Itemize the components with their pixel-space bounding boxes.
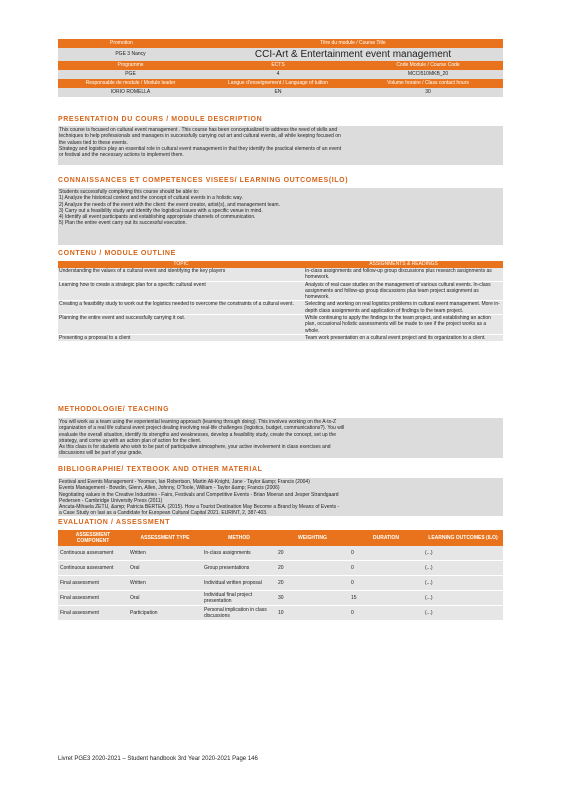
- type-header: ASSESSMENT TYPE: [128, 530, 202, 546]
- contact-hours-value: 30: [353, 88, 503, 97]
- table-row: [58, 301, 503, 315]
- presentation-heading: PRESENTATION DU COURS / MODULE DESCRIPTION: [58, 116, 263, 123]
- component-cell: Final assessment: [58, 576, 128, 591]
- language-label: Langue d'enseignement / Language of tuition: [203, 79, 353, 88]
- presentation-line: Strategy and logistics play an essential role in cultural event management in that they identify the practical elements of an event: [59, 145, 342, 152]
- weighting-cell: 30: [276, 591, 349, 606]
- duration-cell: 0: [349, 561, 423, 576]
- bibliography-heading: BIBLIOGRAPHIE/ TEXTBOOK AND OTHER MATERIAL: [58, 466, 263, 473]
- topic-header: TOPIC: [58, 261, 304, 268]
- module-outline-table: [58, 261, 503, 342]
- language-value: EN: [203, 88, 353, 97]
- teaching-box: [58, 418, 503, 458]
- bibliography-box: [58, 478, 503, 516]
- programme-value: PGE: [58, 70, 203, 79]
- programme-label: Programme: [58, 61, 203, 70]
- topic-cell: Planning the entire event and successfully carrying it out.: [58, 315, 304, 335]
- weighting-cell: 10: [276, 606, 349, 621]
- ects-label: ECTS: [203, 61, 353, 70]
- method-cell: Individual written proposal: [202, 576, 276, 591]
- assessment-heading: EVALUATION / ASSESSMENT: [58, 519, 171, 526]
- assignments-header: ASSIGNMENTS & READINGS: [304, 261, 503, 268]
- bibliography-line: Ancuta-Mihaela ZETU, &amp; Patricia BERTEA. (2015). How a Tourist Destination May Become a Brand by Means of Events -: [59, 504, 340, 511]
- bibliography-line: Festival and Events Management - Yeoman, Ian Robertson, Martin Ali-Knight, Jane - Taylor &amp; Francis (2004): [59, 479, 310, 485]
- component-cell: Final assessment: [58, 591, 128, 606]
- method-header: METHOD: [202, 530, 276, 546]
- course-title-label: Titre du module / Course Title: [203, 39, 503, 48]
- assignments-cell: Selecting and working on real logistics problems in cultural event management. More in-depth class assignments and application of findings to the team project.: [304, 301, 503, 315]
- ilo-header: LEARNING OUTCOMES (ILO): [423, 530, 503, 546]
- method-cell: Individual final project presentation: [202, 591, 276, 606]
- course-header-table: [58, 39, 503, 97]
- topic-cell: Presenting a proposal to a client: [58, 334, 304, 341]
- learning-outcome-line: 3) Carry out a feasibility study and identify the logistical issues with a specific venue in mind.: [59, 207, 263, 214]
- teaching-line: As this class is for students who wish to be part of participative atmosphere, your active involvement in class exercises and: [59, 444, 331, 451]
- ilo-cell: (...): [423, 561, 503, 576]
- table-row: [58, 268, 503, 281]
- component-header: ASSESSMENT COMPONENT: [58, 530, 128, 546]
- bibliography-line: Events Management - Bowdin, Glenn, Allen, Johnny, O'Toole, William - Taylor &amp; Francis (2006): [59, 485, 280, 492]
- learning-outcome-line: 4) Identify all event participants and establishing appropriate channels of communication.: [59, 214, 256, 221]
- presentation-line: techniques to help professionals and managers in successfully carrying out art and cultural events, all while keeping focused on: [59, 133, 341, 140]
- presentation-line: This course is focused on cultural event management . This course has been conceptualized to address the need of skills and: [59, 127, 338, 133]
- learning-outcome-line: Students successfully completing this course should be able to:: [59, 189, 200, 195]
- type-cell: Written: [128, 546, 202, 561]
- presentation-box: [58, 126, 503, 165]
- table-row: [58, 576, 503, 591]
- type-cell: Oral: [128, 561, 202, 576]
- component-cell: Final assessment: [58, 606, 128, 621]
- duration-cell: 0: [349, 546, 423, 561]
- learning-outcome-line: 1) Analyze the historical context and the concept of cultural events in a holistic way.: [59, 195, 243, 202]
- learning-outcome-line: 2) Analyze the needs of the event with the client: the event creator, artist(s), and management team.: [59, 201, 280, 208]
- assignments-cell: While continuing to apply the findings to the team project, and establishing an action plan, occasional holistic assessments will be made to see if the project works as a whole.: [304, 315, 503, 335]
- table-row: [58, 561, 503, 576]
- duration-cell: 15: [349, 591, 423, 606]
- type-cell: Written: [128, 576, 202, 591]
- teaching-line: You will work as a team using the experiential learning approach (learning through doing). This involves working on the A-to-Z: [59, 419, 337, 425]
- type-cell: Participation: [128, 606, 202, 621]
- table-row: [58, 315, 503, 335]
- assignments-cell: In-class assignments and follow-up group discussions plus research assignments as homework.: [304, 268, 503, 281]
- course-code-label: Code Module / Course Code: [353, 61, 503, 70]
- bibliography-line: Negotiating values in the Creative Industries - Fairs, Festivals and Competitive Events - Brian Moeran and Jesper Strandgaard: [59, 491, 339, 498]
- presentation-line: or festival and the necessary actions to implement them.: [59, 152, 184, 159]
- weighting-header: WEIGHTING: [276, 530, 349, 546]
- page-footer: Livret PGE3 2020-2021 – Student handbook 3rd Year 2020-2021 Page 146: [58, 756, 258, 762]
- ilo-cell: (...): [423, 546, 503, 561]
- teaching-line: organization of a real life cultural event project dealing involving real-life challenges (logistics, budget, communications?). You will: [59, 425, 345, 432]
- module-leader-label: Responsable de module / Module leader: [58, 79, 203, 88]
- topic-cell: Understanding the values of a cultural event and identifying the key players: [58, 268, 304, 281]
- learning-outcome-line: 5) Plan the entire event carry out its successful execution.: [59, 220, 187, 227]
- table-row: [58, 281, 503, 301]
- teaching-line: discussions will be part of your grade.: [59, 450, 143, 457]
- teaching-heading: METHODOLOGIE/ TEACHING: [58, 406, 170, 413]
- assessment-table: [58, 530, 503, 621]
- weighting-cell: 20: [276, 561, 349, 576]
- module-outline-heading: CONTENU / MODULE OUTLINE: [58, 250, 176, 257]
- method-cell: In-class assignments: [202, 546, 276, 561]
- method-cell: Group presentations: [202, 561, 276, 576]
- course-code-value: MCCI510MKB_20: [353, 70, 503, 79]
- assignments-cell: Team work presentation on a cultural event project and its organization to a client.: [304, 334, 503, 341]
- component-cell: Continuous assessment: [58, 561, 128, 576]
- ilo-cell: (...): [423, 576, 503, 591]
- assignments-cell: Analysis of real case studies on the management of various cultural events. In-class assignments and follow-up group discussions plus team project assignment as homework.: [304, 281, 503, 301]
- bibliography-line: a Case Study on Iasi as a Candidate for European Cultural Capital 2021. EURINT, 2, 387-403.: [59, 510, 268, 517]
- table-row: [58, 334, 503, 341]
- table-row: [58, 606, 503, 621]
- method-cell: Personal implication in class discussions: [202, 606, 276, 621]
- weighting-cell: 20: [276, 546, 349, 561]
- table-row: [58, 546, 503, 561]
- learning-outcomes-heading: CONNAISSANCES ET COMPETENCES VISEES/ LEARNING OUTCOMES(ILO): [58, 177, 349, 184]
- duration-cell: 0: [349, 576, 423, 591]
- topic-cell: Creating a feasibility study to work out the logistics needed to overcome the constraints of a cultural event.: [58, 301, 304, 315]
- course-title: CCI-Art & Entertainment event management: [203, 48, 503, 61]
- weighting-cell: 20: [276, 576, 349, 591]
- teaching-line: evaluate the overall situation, identify its strengths and weaknesses, develop a feasibility study, create the concept, set up the: [59, 431, 337, 438]
- ilo-cell: (...): [423, 606, 503, 621]
- promotion-label: Promotion: [58, 39, 203, 48]
- type-cell: Oral: [128, 591, 202, 606]
- bibliography-line: Pedersen - Cambridge University Press (2011): [59, 497, 163, 504]
- module-leader-value: IORIO ROMELLA: [58, 88, 203, 97]
- learning-outcomes-box: [58, 188, 503, 245]
- contact-hours-label: Volume horaire / Class contact hours: [353, 79, 503, 88]
- ects-value: 4: [203, 70, 353, 79]
- promotion-value: PGE 3 Nancy: [58, 48, 203, 61]
- teaching-line: strategy, and come up with an action plan of action for the client.: [59, 437, 202, 444]
- component-cell: Continuous assessment: [58, 546, 128, 561]
- presentation-line: the values tied to these events.: [59, 139, 128, 146]
- topic-cell: Learning how to create a strategic plan for a specific cultural event: [58, 281, 304, 301]
- duration-cell: 0: [349, 606, 423, 621]
- ilo-cell: (...): [423, 591, 503, 606]
- table-row: [58, 591, 503, 606]
- duration-header: DURATION: [349, 530, 423, 546]
